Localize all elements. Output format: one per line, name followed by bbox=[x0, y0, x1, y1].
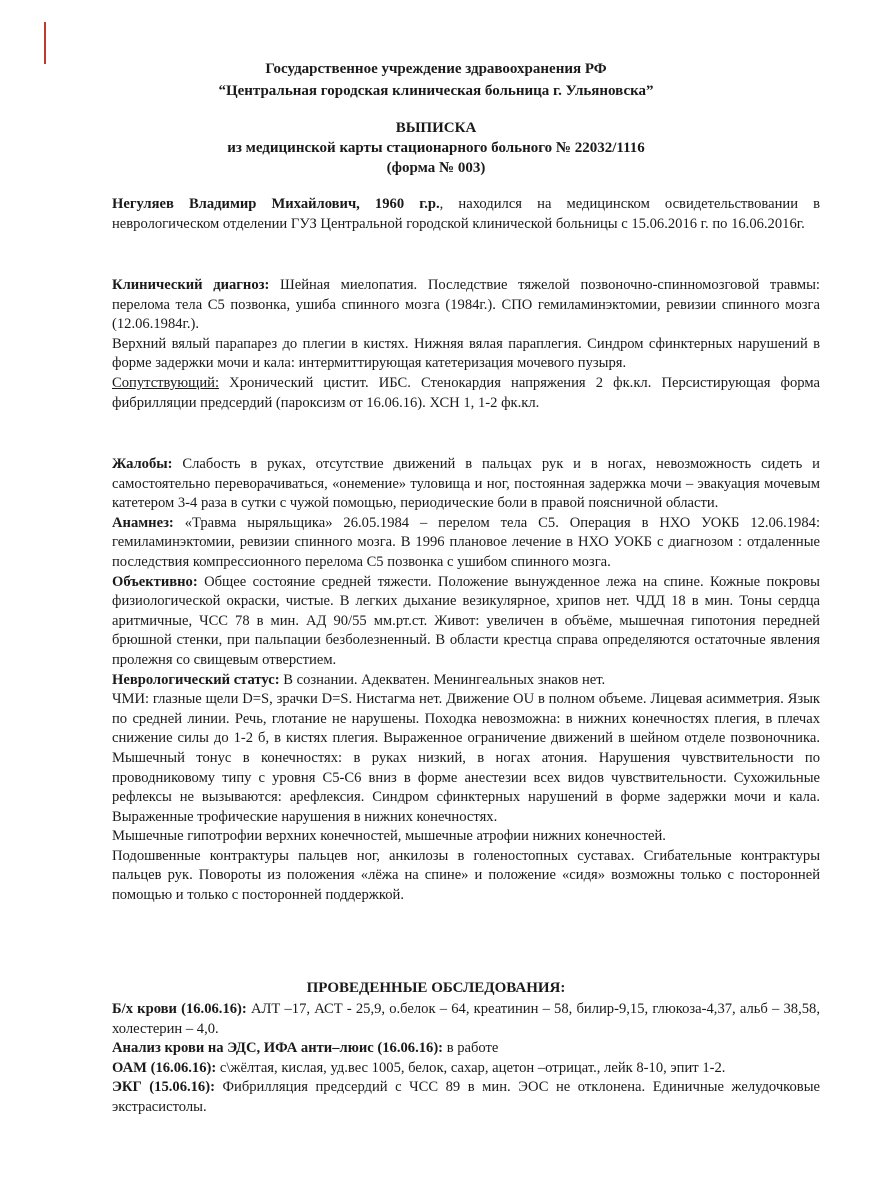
biochem-label: Б/х крови (16.06.16): bbox=[112, 1001, 247, 1017]
clinical-sections bbox=[112, 455, 820, 906]
diagnosis-text-2: Верхний вялый парапарез до плегии в кистях. Нижняя вялая параплегия. Синдром сфинктерных нарушений в форме задержки мочи и кала: интермиттирующая катетеризация мочевого пузыря. bbox=[112, 335, 820, 372]
anamnesis-label: Анамнез: bbox=[112, 514, 174, 531]
ecg-label: ЭКГ (15.06.16): bbox=[112, 1079, 215, 1096]
neuro-text: В сознании. Адекватен. Менингеальных знаков нет. bbox=[279, 671, 606, 688]
institution-line-1: Государственное учреждение здравоохранения РФ bbox=[265, 61, 607, 77]
patient-name: Негуляев Владимир Михайлович, 1960 г.р. bbox=[112, 196, 440, 212]
title-form: (форма № 003) bbox=[386, 160, 486, 176]
biochem-text: АЛТ –17, АСТ - 25,9, о.белок – 64, креатинин – 58, билир-9,15, глюкоза-4,37, альб – 38,58, холестерин – 4,0. bbox=[112, 1001, 820, 1037]
diagnosis-text: Шейная миелопатия. Последствие тяжелой позвоночно-спинномозговой травмы: перелома тела С5 позвонка, ушиба спинного мозга (1984г.). СПО гемиламинэктомии, ревизии спинного мозга (12.06.1984г.). bbox=[112, 277, 820, 333]
exams-section bbox=[112, 1000, 820, 1118]
patient-text: , находился на медицинском освидетельствовании в неврологическом отделении ГУЗ Центральной городской клинической больницы с 15.06.2016 г. по 16.06.2016г. bbox=[112, 196, 821, 232]
neuro-paragraph-4: Подошвенные контрактуры пальцев ног, анкилозы в голеностопных суставах. Сгибательные контрактуры пальцев рук. Повороты из положения «лёжа на спине» и положение «сидя» возможны только с посторонней помощью и только с посторонней поддержкой. bbox=[112, 847, 820, 904]
anamnesis-text: «Травма ныряльщика» 26.05.1984 – перелом тела С5. Операция в НХО УОКБ 12.06.1984: гемиламинэктомии, ревизии спинного мозга. В 1996 плановое лечение в НХО УОКБ с диагнозом : отдаленные последствия компрессионного перелома С5 позвонка с ушибом спинного мозга. bbox=[112, 514, 820, 570]
comorbid-label: Сопутствующий: bbox=[112, 374, 220, 391]
exams-heading: ПРОВЕДЕННЫЕ ОБСЛЕДОВАНИЯ: bbox=[306, 980, 566, 996]
urinalysis-text: с\жёлтая, кислая, уд.вес 1005, белок, сахар, ацетон –отрицат., лейк 8-10, эпит 1-2. bbox=[216, 1059, 726, 1076]
title-main: ВЫПИСКА bbox=[395, 120, 477, 136]
patient-info bbox=[112, 195, 820, 234]
diagnosis-label: Клинический диагноз: bbox=[112, 277, 270, 293]
comorbid-text: Хронический цистит. ИБС. Стенокардия напряжения 2 фк.кл. Персистирующая форма фибрилляции предсердий (пароксизм от 16.06.16). ХСН 1, 1-2 фк.кл. bbox=[112, 374, 820, 411]
diagnosis-section bbox=[112, 276, 820, 413]
esr-text: в работе bbox=[443, 1040, 499, 1057]
neuro-label: Неврологический статус: bbox=[112, 671, 280, 688]
neuro-paragraph-3: Мышечные гипотрофии верхних конечностей, мышечные атрофии нижних конечностей. bbox=[112, 828, 666, 845]
objective-text: Общее состояние средней тяжести. Положение вынужденное лежа на спине. Кожные покровы физиологической окраски, чистые. В легких дыхание везикулярное, хрипов нет. ЧДД 18 в мин. Тоны сердца аритмичные, ЧСС 78 в мин. АД 90/55 мм.рт.ст. Живот: увеличен в объёме, мышечная гипотония передней брюшной стенки, при пальпации безболезненный. В области крестца справа определяются остаточные явления пролежня со свищевым отверстием. bbox=[112, 573, 820, 668]
esr-label: Анализ крови на ЭДС, ИФА анти–люис (16.06.16): bbox=[112, 1040, 444, 1057]
document-title bbox=[0, 118, 872, 178]
title-sub: из медицинской карты стационарного больного № 22032/1116 bbox=[227, 140, 645, 156]
complaints-text: Слабость в руках, отсутствие движений в пальцах рук и в ногах, невозможность сидеть и самостоятельно переворачиваться, «онемение» туловища и ног, постоянная задержка мочи – эвакуация мочевым катетером 3-4 раза в сутки с чужой помощью, периодические боли в правой поясничной области. bbox=[112, 456, 820, 512]
complaints-label: Жалобы: bbox=[112, 456, 173, 472]
institution-header bbox=[0, 58, 872, 102]
objective-label: Объективно: bbox=[112, 573, 198, 590]
institution-line-2: “Центральная городская клиническая больница г. Ульяновска” bbox=[218, 83, 654, 99]
neuro-paragraph-2: ЧМИ: глазные щели D=S, зрачки D=S. Нистагма нет. Движение OU в полном объеме. Лицевая асимметрия. Язык по средней линии. Речь, глотание не нарушены. Походка невозможна: в нижних конечностях плегия, в плечах снижение силы до 1-2 б, в кистях плегия. Выраженное ограничение движений в шейном отделе позвоночника. Мышечный тонус в конечностях: в руках низкий, в ногах атония. Нарушения чувствительности по проводниковому типу с уровня С5-С6 вниз в форме анестезии всех видов чувствительности. Сухожильные рефлексы не вызываются: арефлексия. Синдром сфинктерных нарушений в форме задержки мочи и кала. Выраженные трофические нарушения в нижних конечностях. bbox=[112, 691, 820, 825]
ecg-text: Фибрилляция предсердий с ЧСС 89 в мин. ЭОС не отклонена. Единичные желудочковые экстрасистолы. bbox=[112, 1079, 820, 1115]
urinalysis-label: ОАМ (16.06.16): bbox=[112, 1059, 217, 1076]
